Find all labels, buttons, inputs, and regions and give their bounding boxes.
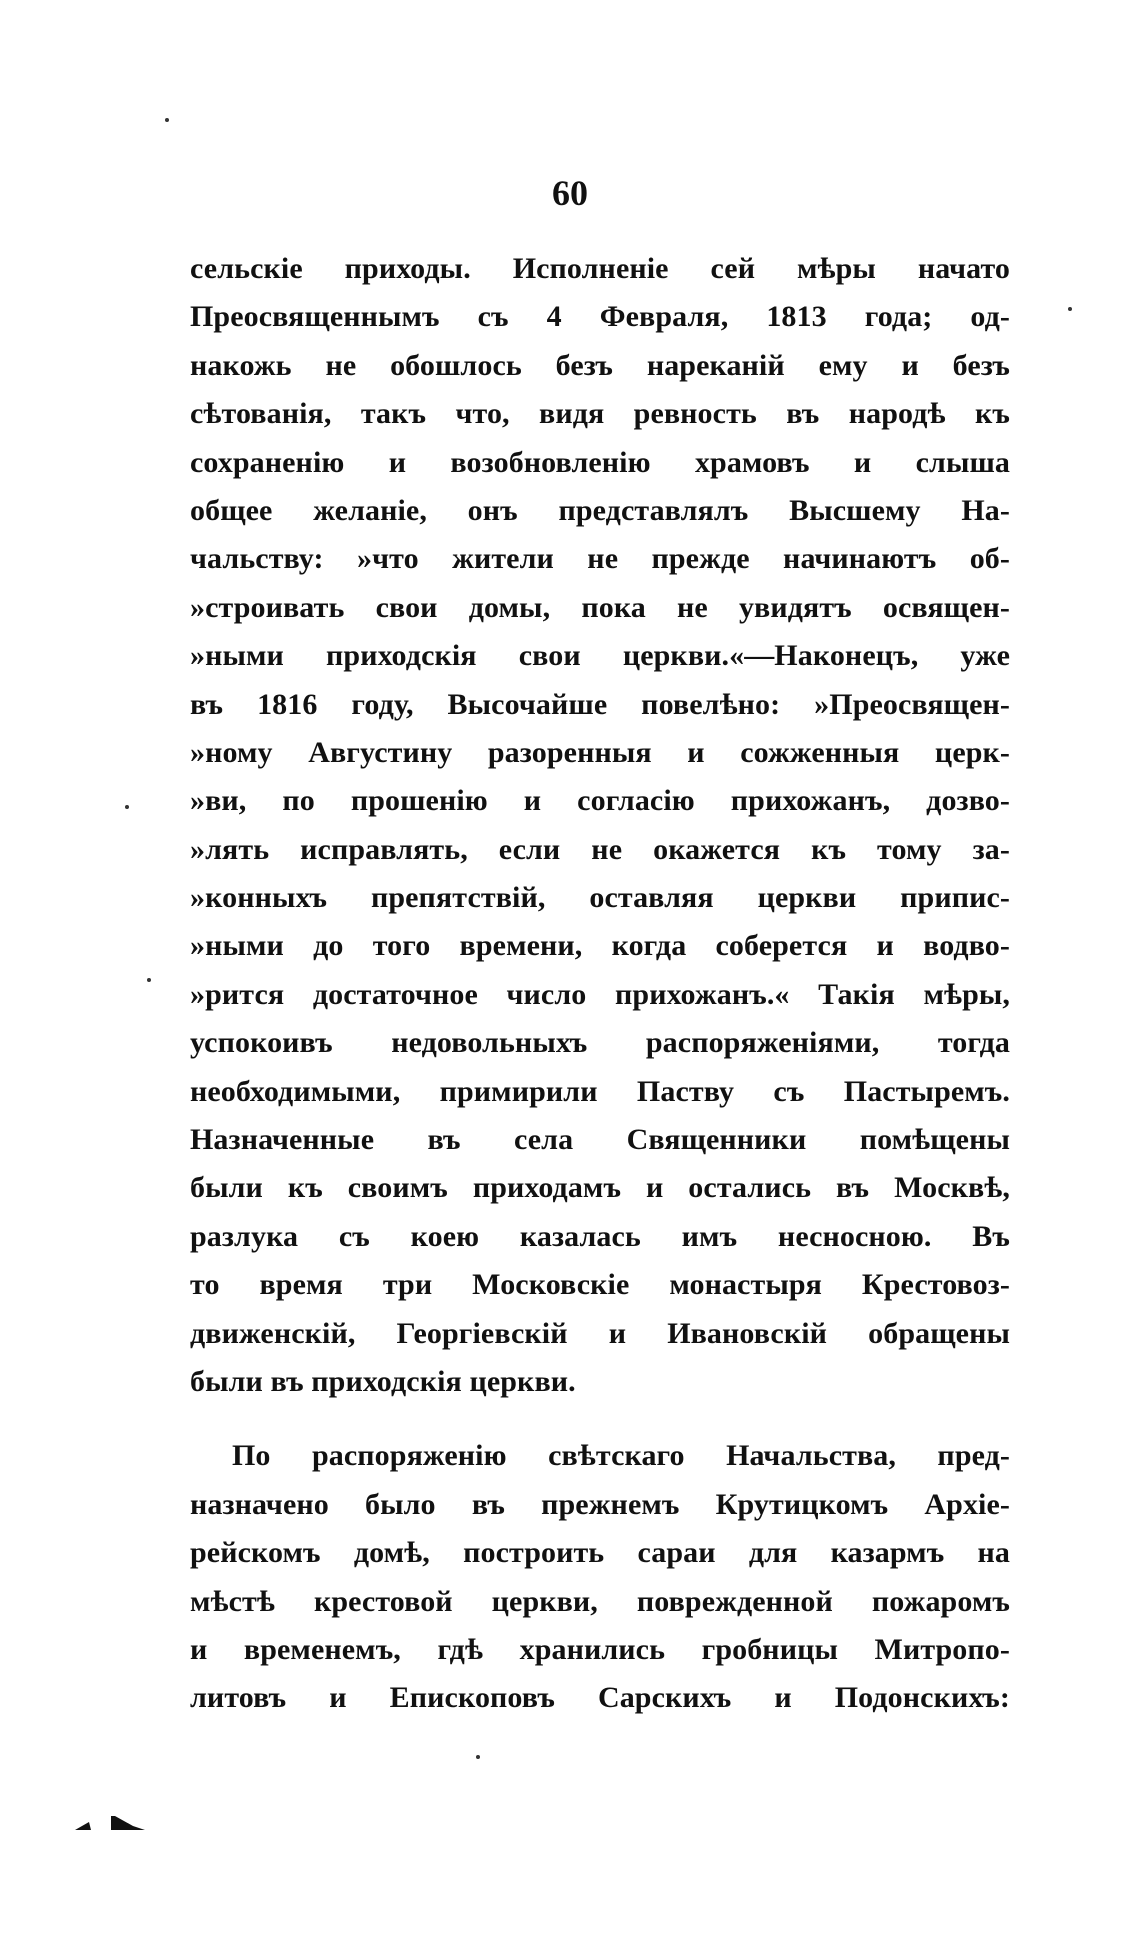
text-line: »ными до того времени, когда соберется и водво- [190,929,1010,963]
text-line: разлука съ коею казалась имъ несносною. Въ [190,1219,1010,1253]
paragraph-1 [190,245,1010,1406]
scan-speck [476,1755,480,1759]
text-line: »строивать свои домы, пока не увидятъ освящен- [190,590,1010,624]
scan-speck [147,978,151,982]
text-line: »лять исправлять, если не окажется къ тому за- [190,832,1010,866]
text-line: общее желаніе, онъ представлялъ Высшему На- [190,493,1010,527]
scan-smudge-mark [75,1808,155,1834]
text-line: По распоряженію свѣтскаго Начальства, пред- [232,1439,1010,1473]
text-line: накожь не обошлось безъ нареканій ему и безъ [190,348,1010,382]
paragraph-2 [190,1432,1010,1722]
scan-speck [1068,307,1072,311]
text-line: »конныхъ препятствій, оставляя церкви припис- [190,881,1010,915]
text-line: »ви, по прошенію и согласію прихожанъ, дозво- [190,784,1010,818]
text-line: »рится достаточное число прихожанъ.« Такія мѣры, [190,977,1010,1011]
text-line: рейскомъ домѣ, построить сараи для казармъ на [190,1536,1010,1570]
scan-speck [165,118,169,122]
text-line: литовъ и Епископовъ Сарскихъ и Подонскихъ: [190,1681,1010,1715]
text-line: сѣтованія, такъ что, видя ревность въ народѣ къ [190,397,1010,431]
text-line: мѣстѣ крестовой церкви, поврежденной пожаромъ [190,1584,1010,1618]
text-line: сельскіе приходы. Исполненіе сей мѣры начато [190,252,1010,285]
paragraph-gap [190,1406,1010,1432]
text-line: назначено было въ прежнемъ Крутицкомъ Архіе- [190,1487,1010,1521]
text-line: въ 1816 году, Высочайше повелѣно: »Преосвящен- [190,687,1010,721]
page-number: 60 [552,173,588,213]
text-line: »ному Августину разоренныя и сожженныя церк- [190,735,1010,769]
text-line: успокоивъ недовольныхъ распоряженіями, тогда [190,1026,1010,1060]
body-text [190,245,1010,1723]
text-line: Назначенные въ села Священники помѣщены [190,1123,1010,1157]
text-line: необходимыми, примирили Паству съ Пастыремъ. [190,1074,1010,1108]
text-line: сохраненію и возобновленію храмовъ и слыша [190,445,1010,479]
text-line: то время три Московскіе монастыря Крестовоз- [190,1268,1010,1302]
text-line: »ными приходскія свои церкви.«—Наконецъ, уже [190,639,1010,673]
text-line: Преосвященнымъ съ 4 Февраля, 1813 года; од- [190,300,1010,334]
text-line: и временемъ, гдѣ хранились гробницы Митропо- [190,1632,1010,1666]
scan-speck [125,805,129,809]
text-line: чальству: »что жители не прежде начинаютъ об- [190,542,1010,576]
text-line: были къ своимъ приходамъ и остались въ Москвѣ, [190,1171,1010,1205]
text-line: движенскій, Георгіевскій и Ивановскій обращены [190,1316,1010,1350]
text-line: были въ приходскія церкви. [190,1364,576,1398]
